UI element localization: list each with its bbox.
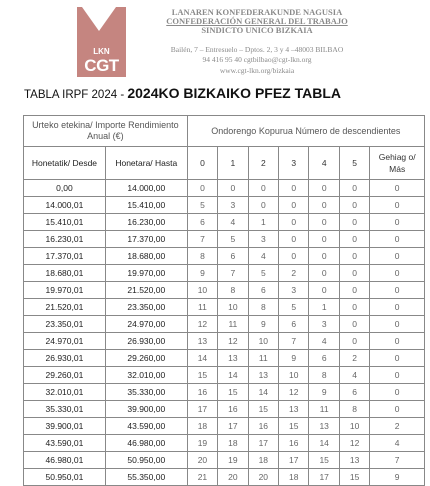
rate-cell: 0 (339, 248, 369, 265)
range-to-cell: 39.900,00 (105, 401, 187, 418)
rate-cell: 15 (187, 367, 217, 384)
table-row (24, 180, 425, 197)
table-row (24, 401, 425, 418)
rate-cell: 4 (309, 333, 339, 350)
rate-cell: 7 (370, 452, 425, 469)
rate-cell: 0 (370, 299, 425, 316)
rate-cell: 13 (218, 350, 248, 367)
col-to-header: Honetara/ Hasta (105, 147, 187, 180)
rate-cell: 0 (370, 214, 425, 231)
rate-cell: 10 (187, 282, 217, 299)
page-title (24, 85, 341, 103)
rate-cell: 4 (339, 367, 369, 384)
desc-col-header: 5 (339, 147, 369, 180)
rate-cell: 17 (187, 401, 217, 418)
range-to-cell: 55.350,00 (105, 469, 187, 486)
rate-cell: 0 (370, 197, 425, 214)
rate-cell: 8 (218, 282, 248, 299)
range-from-cell: 17.370,01 (24, 248, 106, 265)
logo-cgt-text: CGT (84, 56, 119, 75)
rate-cell: 0 (370, 401, 425, 418)
rate-cell: 10 (248, 333, 278, 350)
range-from-cell: 32.010,01 (24, 384, 106, 401)
rate-cell: 13 (187, 333, 217, 350)
range-from-cell: 46.980,01 (24, 452, 106, 469)
rate-cell: 14 (187, 350, 217, 367)
rate-cell: 15 (279, 418, 309, 435)
rate-cell: 17 (279, 452, 309, 469)
table-row (24, 231, 425, 248)
table-row (24, 350, 425, 367)
logo-lkn-text: LKN (93, 47, 110, 56)
rate-cell: 0 (309, 180, 339, 197)
rate-cell: 0 (370, 265, 425, 282)
table-row (24, 299, 425, 316)
rate-cell: 11 (309, 401, 339, 418)
rate-cell: 7 (279, 333, 309, 350)
rate-cell: 16 (187, 384, 217, 401)
rate-cell: 0 (309, 248, 339, 265)
rate-cell: 0 (339, 333, 369, 350)
rate-cell: 0 (187, 180, 217, 197)
range-from-cell: 50.950,01 (24, 469, 106, 486)
rate-cell: 8 (187, 248, 217, 265)
rate-cell: 0 (279, 231, 309, 248)
rate-cell: 0 (309, 282, 339, 299)
rate-cell: 9 (279, 350, 309, 367)
rate-cell: 9 (370, 469, 425, 486)
rate-cell: 6 (218, 248, 248, 265)
desc-col-header: 1 (218, 147, 248, 180)
org-website: www.cgt-lkn.org/bizkaia (219, 66, 295, 75)
rate-cell: 0 (370, 316, 425, 333)
org-name-spanish: CONFEDERACIÓN GENERAL DEL TRABAJO (166, 16, 348, 26)
rate-cell: 13 (279, 401, 309, 418)
rate-cell: 3 (279, 282, 309, 299)
desc-col-header-more: Gehiag o/ Más (370, 147, 425, 180)
rate-cell: 8 (339, 401, 369, 418)
rate-cell: 12 (218, 333, 248, 350)
rate-cell: 13 (339, 452, 369, 469)
rate-cell: 19 (187, 435, 217, 452)
table-row (24, 452, 425, 469)
rate-cell: 19 (218, 452, 248, 469)
rate-cell: 0 (279, 197, 309, 214)
rate-cell: 8 (309, 367, 339, 384)
rate-cell: 0 (339, 282, 369, 299)
rate-cell: 0 (370, 248, 425, 265)
desc-col-header: 2 (248, 147, 278, 180)
descendants-header: Ondorengo Kopurua Número de descendientes (187, 116, 424, 147)
rate-cell: 15 (248, 401, 278, 418)
rate-cell: 0 (248, 180, 278, 197)
rate-cell: 15 (339, 469, 369, 486)
rate-cell: 14 (218, 367, 248, 384)
range-from-cell: 16.230,01 (24, 231, 106, 248)
table-row (24, 248, 425, 265)
rate-cell: 5 (187, 197, 217, 214)
range-to-cell: 35.330,00 (105, 384, 187, 401)
rate-cell: 0 (339, 214, 369, 231)
table-row (24, 435, 425, 452)
table-row (24, 197, 425, 214)
rate-cell: 6 (339, 384, 369, 401)
org-contact: 94 416 95 40 cgtbilbao@cgt-lkn.org (202, 55, 312, 64)
table-row (24, 418, 425, 435)
rate-cell: 11 (187, 299, 217, 316)
rate-cell: 9 (248, 316, 278, 333)
rate-cell: 6 (309, 350, 339, 367)
rate-cell: 0 (339, 231, 369, 248)
rate-cell: 18 (279, 469, 309, 486)
table-row (24, 265, 425, 282)
rate-cell: 12 (339, 435, 369, 452)
table-row (24, 367, 425, 384)
table-row (24, 316, 425, 333)
desc-col-header: 4 (309, 147, 339, 180)
rate-cell: 18 (218, 435, 248, 452)
col-from-header: Honetatik/ Desde (24, 147, 106, 180)
table-row (24, 214, 425, 231)
range-to-cell: 17.370,00 (105, 231, 187, 248)
rate-cell: 12 (279, 384, 309, 401)
range-from-cell: 19.970,01 (24, 282, 106, 299)
rate-cell: 20 (218, 469, 248, 486)
range-from-cell: 15.410,01 (24, 214, 106, 231)
rate-cell: 15 (218, 384, 248, 401)
rate-cell: 0 (309, 231, 339, 248)
rate-cell: 11 (218, 316, 248, 333)
rate-cell: 14 (309, 435, 339, 452)
org-name-basque: LANAREN KONFEDERAKUNDE NAGUSIA (171, 7, 343, 17)
rate-cell: 20 (248, 469, 278, 486)
rate-cell: 17 (218, 418, 248, 435)
table-row (24, 282, 425, 299)
range-to-cell: 29.260,00 (105, 350, 187, 367)
rate-cell: 0 (309, 214, 339, 231)
irpf-table (23, 115, 425, 486)
rate-cell: 6 (279, 316, 309, 333)
range-from-cell: 21.520,01 (24, 299, 106, 316)
rate-cell: 13 (309, 418, 339, 435)
range-from-cell: 39.900,01 (24, 418, 106, 435)
range-from-cell: 14.000,01 (24, 197, 106, 214)
rate-cell: 0 (370, 350, 425, 367)
range-from-cell: 23.350,01 (24, 316, 106, 333)
range-to-cell: 18.680,00 (105, 248, 187, 265)
rate-cell: 6 (248, 282, 278, 299)
cgt-logo (77, 7, 126, 77)
rate-cell: 17 (248, 435, 278, 452)
range-to-cell: 50.950,00 (105, 452, 187, 469)
rate-cell: 9 (309, 384, 339, 401)
range-to-cell: 16.230,00 (105, 214, 187, 231)
title-basque: 2024KO BIZKAIKO PFEZ TABLA (127, 85, 342, 101)
range-from-cell: 43.590,01 (24, 435, 106, 452)
rate-cell: 4 (370, 435, 425, 452)
range-from-cell: 26.930,01 (24, 350, 106, 367)
rate-cell: 0 (309, 197, 339, 214)
desc-col-header: 0 (187, 147, 217, 180)
rate-cell: 5 (248, 265, 278, 282)
rate-cell: 16 (279, 435, 309, 452)
range-from-cell: 18.680,01 (24, 265, 106, 282)
desc-col-header: 3 (279, 147, 309, 180)
rate-cell: 0 (339, 265, 369, 282)
range-to-cell: 26.930,00 (105, 333, 187, 350)
rate-cell: 0 (279, 214, 309, 231)
rate-cell: 21 (187, 469, 217, 486)
rate-cell: 0 (370, 231, 425, 248)
rate-cell: 0 (279, 248, 309, 265)
range-to-cell: 24.970,00 (105, 316, 187, 333)
rate-cell: 10 (279, 367, 309, 384)
rate-cell: 3 (309, 316, 339, 333)
rate-cell: 9 (187, 265, 217, 282)
rate-cell: 0 (339, 316, 369, 333)
rate-cell: 18 (187, 418, 217, 435)
rate-cell: 0 (248, 197, 278, 214)
rate-cell: 13 (248, 367, 278, 384)
rate-cell: 6 (187, 214, 217, 231)
rate-cell: 16 (248, 418, 278, 435)
rate-cell: 0 (339, 180, 369, 197)
rate-cell: 4 (218, 214, 248, 231)
title-spanish: TABLA IRPF 2024 (24, 89, 118, 101)
rate-cell: 1 (248, 214, 278, 231)
range-to-cell: 15.410,00 (105, 197, 187, 214)
rate-cell: 0 (339, 299, 369, 316)
rate-cell: 0 (370, 333, 425, 350)
rate-cell: 20 (187, 452, 217, 469)
rate-cell: 15 (309, 452, 339, 469)
rate-cell: 12 (187, 316, 217, 333)
rate-cell: 0 (339, 197, 369, 214)
rate-cell: 0 (279, 180, 309, 197)
rate-cell: 18 (248, 452, 278, 469)
rate-cell: 0 (218, 180, 248, 197)
rate-cell: 14 (248, 384, 278, 401)
range-to-cell: 32.010,00 (105, 367, 187, 384)
range-from-cell: 24.970,01 (24, 333, 106, 350)
rate-cell: 8 (248, 299, 278, 316)
rate-cell: 4 (248, 248, 278, 265)
rate-cell: 7 (187, 231, 217, 248)
range-to-cell: 14.000,00 (105, 180, 187, 197)
rate-cell: 1 (309, 299, 339, 316)
range-to-cell: 46.980,00 (105, 435, 187, 452)
income-header: Urteko etekina/ Importe Rendimiento Anual (€) (24, 116, 188, 147)
org-address: Bailén, 7 – Entresuelo – Dptos. 2, 3 y 4 –48003 BILBAO (170, 45, 344, 54)
range-to-cell: 21.520,00 (105, 282, 187, 299)
table-row (24, 333, 425, 350)
range-from-cell: 0,00 (24, 180, 106, 197)
rate-cell: 2 (370, 418, 425, 435)
rate-cell: 3 (218, 197, 248, 214)
rate-cell: 7 (218, 265, 248, 282)
org-union-name: SINDICTO UNICO BIZKAIA (201, 25, 313, 35)
rate-cell: 3 (248, 231, 278, 248)
range-to-cell: 23.350,00 (105, 299, 187, 316)
rate-cell: 0 (370, 384, 425, 401)
range-from-cell: 29.260,01 (24, 367, 106, 384)
rate-cell: 5 (279, 299, 309, 316)
rate-cell: 10 (218, 299, 248, 316)
title-separator: - (117, 89, 128, 101)
rate-cell: 16 (218, 401, 248, 418)
rate-cell: 0 (370, 180, 425, 197)
table-row (24, 384, 425, 401)
range-from-cell: 35.330,01 (24, 401, 106, 418)
rate-cell: 0 (370, 367, 425, 384)
range-to-cell: 19.970,00 (105, 265, 187, 282)
rate-cell: 0 (309, 265, 339, 282)
rate-cell: 10 (339, 418, 369, 435)
rate-cell: 5 (218, 231, 248, 248)
rate-cell: 2 (339, 350, 369, 367)
range-to-cell: 43.590,00 (105, 418, 187, 435)
rate-cell: 0 (370, 282, 425, 299)
rate-cell: 2 (279, 265, 309, 282)
rate-cell: 17 (309, 469, 339, 486)
rate-cell: 11 (248, 350, 278, 367)
